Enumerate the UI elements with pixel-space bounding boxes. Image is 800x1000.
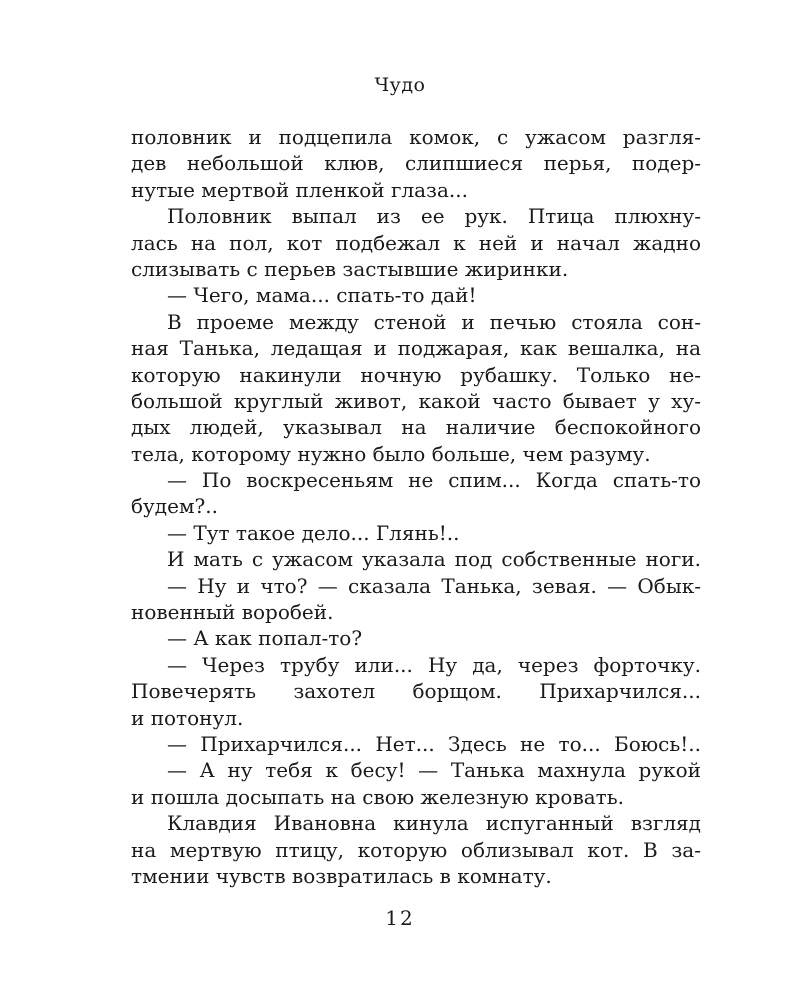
text-line: Повечерять захотел борщом. Прихарчился... bbox=[131, 679, 701, 704]
text-line: тела, которому нужно было больше, чем разуму. bbox=[131, 441, 651, 466]
text-line: — Тут такое дело... Глянь!.. bbox=[167, 520, 460, 545]
text-line: В проеме между стеной и печью стояла сон- bbox=[167, 309, 701, 334]
text-line: — Прихарчился... Нет... Здесь не то... Боюсь!.. bbox=[167, 731, 701, 756]
page-number: 12 bbox=[385, 906, 415, 930]
text-line: Половник выпал из ее рук. Птица плюхну- bbox=[167, 204, 701, 229]
text-line: дых людей, указывал на наличие беспокойного bbox=[131, 415, 701, 440]
text-line: — Через трубу или... Ну да, через форточку. bbox=[167, 652, 701, 677]
text-line: и потонул. bbox=[131, 705, 244, 730]
text-line: И мать с ужасом указала под собственные ноги. bbox=[167, 547, 701, 572]
running-head: Чудо bbox=[374, 74, 426, 96]
text-line: будем?.. bbox=[131, 494, 218, 519]
text-line: — Чего, мама... спать-то дай! bbox=[167, 283, 477, 308]
text-line: и пошла досыпать на свою железную кровать. bbox=[131, 784, 624, 809]
text-line: — По воскресеньям не спим... Когда спать-то bbox=[167, 468, 701, 493]
text-line: новенный воробей. bbox=[131, 600, 334, 625]
text-line: ная Танька, ледащая и поджарая, как вешалка, на bbox=[131, 336, 701, 361]
text-line: большой круглый живот, какой часто бывает у ху- bbox=[131, 388, 701, 413]
text-line: — А ну тебя к бесу! — Танька махнула рукой bbox=[167, 758, 701, 783]
text-line: тмении чувств возвратилась в комнату. bbox=[131, 863, 552, 888]
text-line: которую накинули ночную рубашку. Только не- bbox=[131, 362, 701, 387]
text-line: слизывать с перьев застывшие жиринки. bbox=[131, 256, 569, 281]
text-line: нутые мертвой пленкой глаза... bbox=[131, 177, 468, 202]
text-line: дев небольшой клюв, слипшиеся перья, подер- bbox=[131, 151, 701, 176]
text-line: лась на пол, кот подбежал к ней и начал жадно bbox=[131, 230, 701, 255]
text-line: — А как попал-то? bbox=[167, 626, 363, 651]
text-line: — Ну и что? — сказала Танька, зевая. — Обык- bbox=[167, 573, 701, 598]
text-line: Клавдия Ивановна кинула испуганный взгляд bbox=[167, 811, 701, 836]
body-text bbox=[131, 124, 701, 889]
text-line: на мертвую птицу, которую облизывал кот. В за- bbox=[131, 837, 701, 862]
text-line: половник и подцепила комок, с ужасом разгля- bbox=[131, 125, 701, 149]
